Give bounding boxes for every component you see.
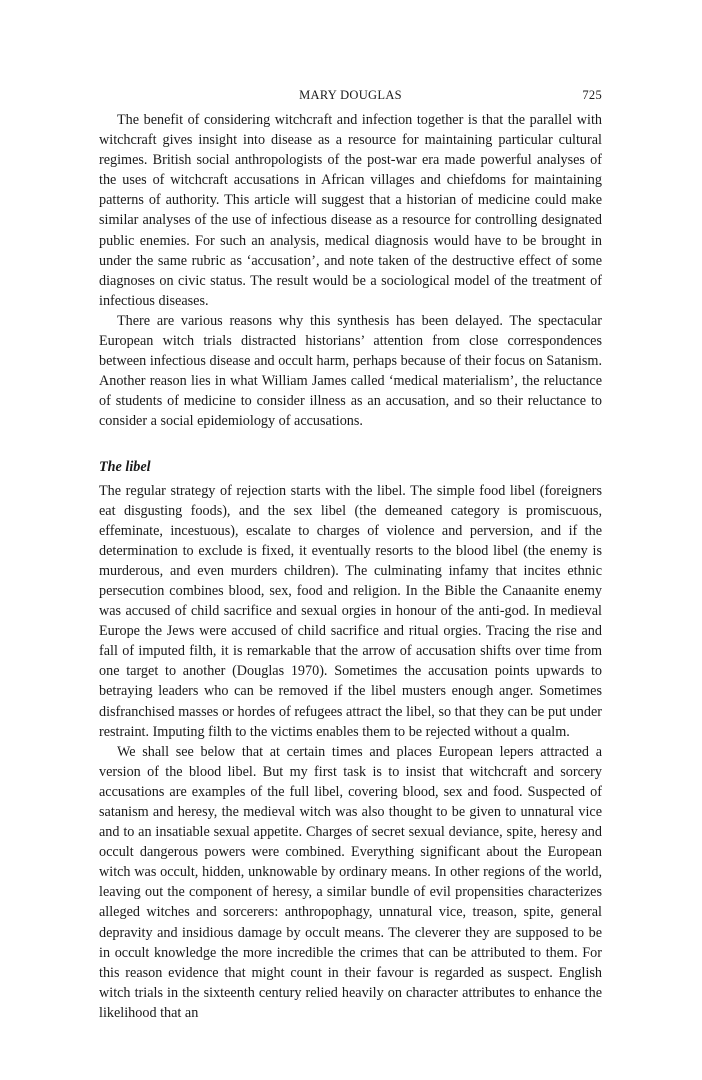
running-header-author: MARY DOUGLAS: [299, 88, 402, 102]
page-number: 725: [582, 88, 602, 102]
section-heading: The libel: [99, 458, 151, 475]
body-paragraph: The regular strategy of rejection starts with the libel. The simple food libel (foreigners eat disgusting foods), and the sex libel (the demeaned category is promiscuous, effeminate, incestuous), escalate to charges of violence and perversion, and if the determination to exclude is fixed, it eventually resorts to the blood libel (the enemy is murderous, and even murders children). The culminating infamy that incites ethnic persecution combines blood, sex, food and religion. In the Bible the Canaanite enemy was accused of child sacrifice and sexual orgies in honour of the anti-god. In medieval Europe the Jews were accused of child sacrifice and ritual orgies. Tracing the rise and fall of imputed filth, it is remarkable that the arrow of accusation shifts over time from one target to another (Douglas 1970). Sometimes the accusation points upwards to betraying leaders who can be removed if the libel musters enough anger. Sometimes disfranchised masses or hordes of refugees attract the libel, so that they can be put under restraint. Imputing filth to the victims enables them to be rejected without a qualm.: [99, 482, 602, 740]
page: [99, 88, 602, 1023]
body-paragraph: The benefit of considering witchcraft and infection together is that the parallel with witchcraft gives insight into disease as a resource for maintaining particular cultural regimes. British social anthropologists of the post-war era made powerful analyses of the uses of witchcraft accusations in African villages and chiefdoms for maintaining patterns of authority. This article will suggest that a historian of medicine could make similar analyses of the use of infectious disease as a resource for controlling designated public enemies. For such an analysis, medical diagnosis would have to be brought in under the same rubric as ‘accusation’, and note taken of the destructive effect of some diagnoses on civic status. The result would be a sociological model of the treatment of infectious diseases.: [99, 112, 602, 309]
body-paragraph: We shall see below that at certain times and places European lepers attracted a version of the blood libel. But my first task is to insist that witchcraft and sorcery accusations are examples of the full libel, covering blood, sex and food. Suspected of satanism and heresy, the medieval witch was also thought to be given to unnatural vice and to an insatiable sexual appetite. Charges of secret sexual deviance, spite, heresy and occult dangerous powers were combined. Everything significant about the European witch was occult, hidden, unknowable by ordinary means. In other regions of the world, leaving out the component of heresy, a similar bundle of evil propensities characterizes alleged witches and sorcerers: anthropophagy, unnatural vice, treason, spite, general depravity and insidious damage by occult means. The cleverer they are supposed to be in occult knowledge the more incredible the crimes that can be attributed to them. For this reason evidence that might count in their favour is regarded as suspect. English witch trials in the sixteenth century relied heavily on character attributes to enhance the likelihood that an: [99, 743, 602, 1021]
body-paragraph: There are various reasons why this synthesis has been delayed. The spectacular European witch trials distracted historians’ attention from close correspondences between infectious disease and occult harm, perhaps because of their focus on Satanism. Another reason lies in what William James called ‘medical materialism’, the reluctance of students of medicine to consider illness as an accusation, and so their reluctance to consider a social epidemiology of accusations.: [99, 312, 602, 430]
running-header: [99, 88, 602, 110]
